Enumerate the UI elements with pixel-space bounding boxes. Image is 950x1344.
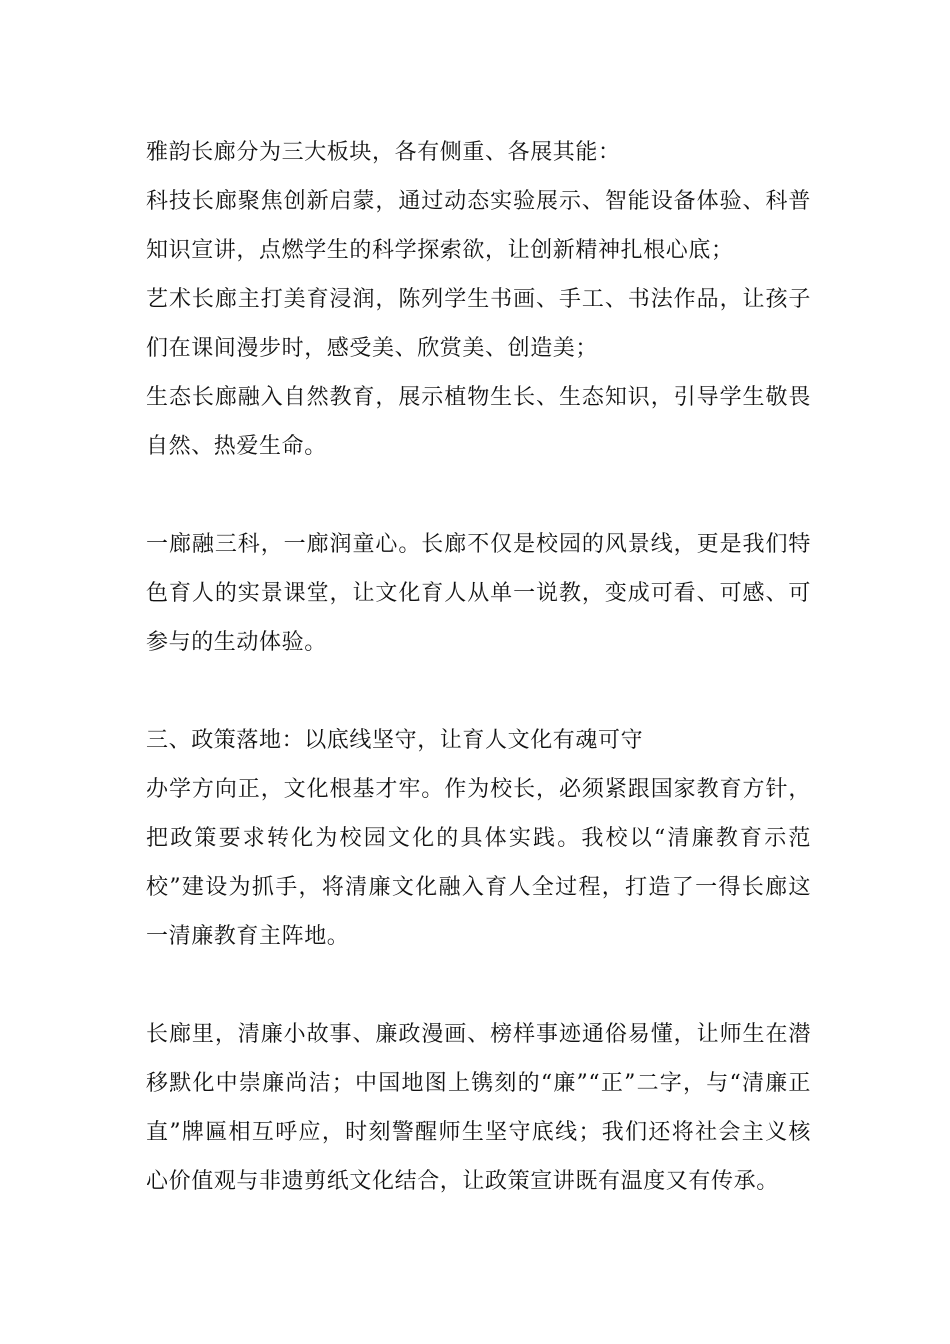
section-heading-policy: 三、政策落地：以底线坚守，让育人文化有魂可守 [146, 728, 644, 753]
paragraph-eco-corridor: 生态长廊融入自然教育，展示植物生长、生态知识，引导学生敬畏自然、热爱生命。 [146, 385, 811, 459]
paragraph-integrity-corridor: 长廊里，清廉小故事、廉政漫画、榜样事迹通俗易懂，让师生在潜移默化中崇廉尚洁；中国地图上镌刻的“廉”“正”二字，与“清廉正直”牌匾相互呼应，时刻警醒师生坚守底线；我们还将社会主义核心价值观与非遗剪纸文化结合，让政策宣讲既有温度又有传承。 [146, 1022, 811, 1194]
paragraph-tech-corridor: 科技长廊聚焦创新启蒙，通过动态实验展示、智能设备体验、科普知识宣讲，点燃学生的科学探索欲，让创新精神扎根心底； [146, 189, 811, 263]
paragraph-corridor-overview: 雅韵长廊分为三大板块，各有侧重、各展其能： [146, 140, 621, 165]
document-body [146, 128, 811, 1206]
paragraph-corridor-summary: 一廊融三科，一廊润童心。长廊不仅是校园的风景线，更是我们特色育人的实景课堂，让文化育人从单一说教，变成可看、可感、可参与的生动体验。 [146, 532, 811, 655]
paragraph-art-corridor: 艺术长廊主打美育浸润，陈列学生书画、手工、书法作品，让孩子们在课间漫步时，感受美、欣赏美、创造美； [146, 287, 811, 361]
paragraph-spacer [146, 471, 811, 520]
paragraph-spacer [146, 961, 811, 1010]
paragraph-policy-intro: 办学方向正，文化根基才牢。作为校长，必须紧跟国家教育方针，把政策要求转化为校园文化的具体实践。我校以“清廉教育示范校”建设为抓手，将清廉文化融入育人全过程，打造了一得长廊这一清廉教育主阵地。 [146, 777, 811, 949]
paragraph-spacer [146, 667, 811, 716]
